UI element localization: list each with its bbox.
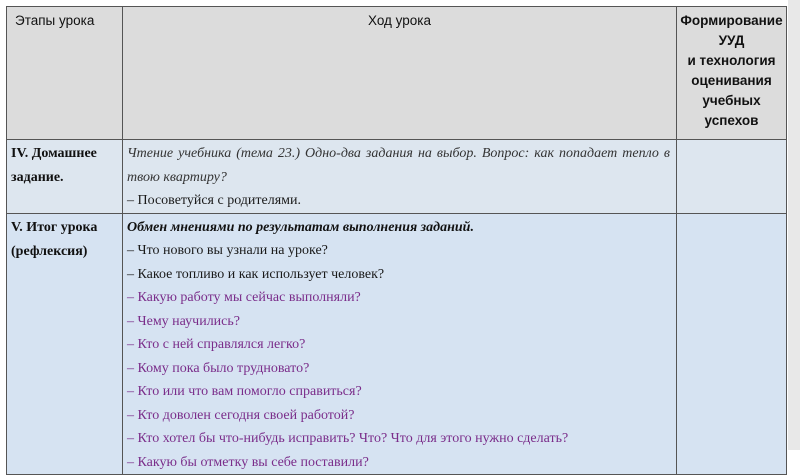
header-uud-line: успехов: [704, 113, 759, 128]
question-item: – Что нового вы узнали на уроке?: [127, 243, 328, 258]
question-item: – Какое топливо и как использует человек?: [127, 266, 385, 282]
summary-content: [123, 213, 677, 475]
homework-task: Чтение учебника (тема 23.) Одно-два задания на выбор. Вопрос: как попадает тепло в твою квартиру?: [127, 146, 670, 185]
question-item: – Кто доволен сегодня своей работой?: [127, 407, 355, 423]
question-item: – Какую бы отметку вы себе поставили?: [127, 454, 369, 470]
table-row: [7, 213, 787, 475]
lesson-table: [6, 6, 787, 475]
stage-label: IV. Домашнее: [11, 146, 97, 161]
stage-summary: [7, 213, 123, 475]
header-lesson-course: Ход урока: [123, 7, 677, 140]
uud-cell: [677, 213, 787, 475]
header-uud-line: УУД: [718, 33, 745, 48]
question-item: – Кто или что вам помогло справиться?: [127, 384, 362, 399]
homework-content: [123, 140, 677, 214]
stage-homework: [7, 140, 123, 214]
homework-note: – Посоветуйся с родителями.: [127, 193, 302, 208]
header-stages: Этапы урока: [7, 7, 123, 140]
stage-label: (рефлексия): [11, 243, 88, 259]
header-uud-line: и технология: [687, 53, 776, 68]
table-header-row: [7, 7, 787, 140]
stage-label: V. Итог урока: [11, 219, 98, 235]
header-uud-line: Формирование: [680, 13, 783, 28]
slide-edge: [788, 0, 800, 450]
question-item: – Кто с ней справлялся легко?: [127, 337, 306, 352]
question-item: – Какую работу мы сейчас выполняли?: [127, 290, 361, 305]
question-item: – Кто хотел бы что-нибудь исправить? Что? Что для этого нужно сделать?: [127, 431, 569, 446]
header-uud-line: оценивания: [691, 73, 772, 88]
question-item: – Чему научились?: [127, 313, 240, 329]
table-row: [7, 140, 787, 214]
question-item: – Кому пока было трудновато?: [127, 360, 310, 376]
summary-heading: Обмен мнениями по результатам выполнения заданий.: [127, 219, 474, 235]
header-uud-line: учебных: [702, 93, 761, 108]
uud-cell: [677, 140, 787, 214]
stage-label: задание.: [11, 170, 64, 185]
header-uud: [677, 7, 787, 140]
